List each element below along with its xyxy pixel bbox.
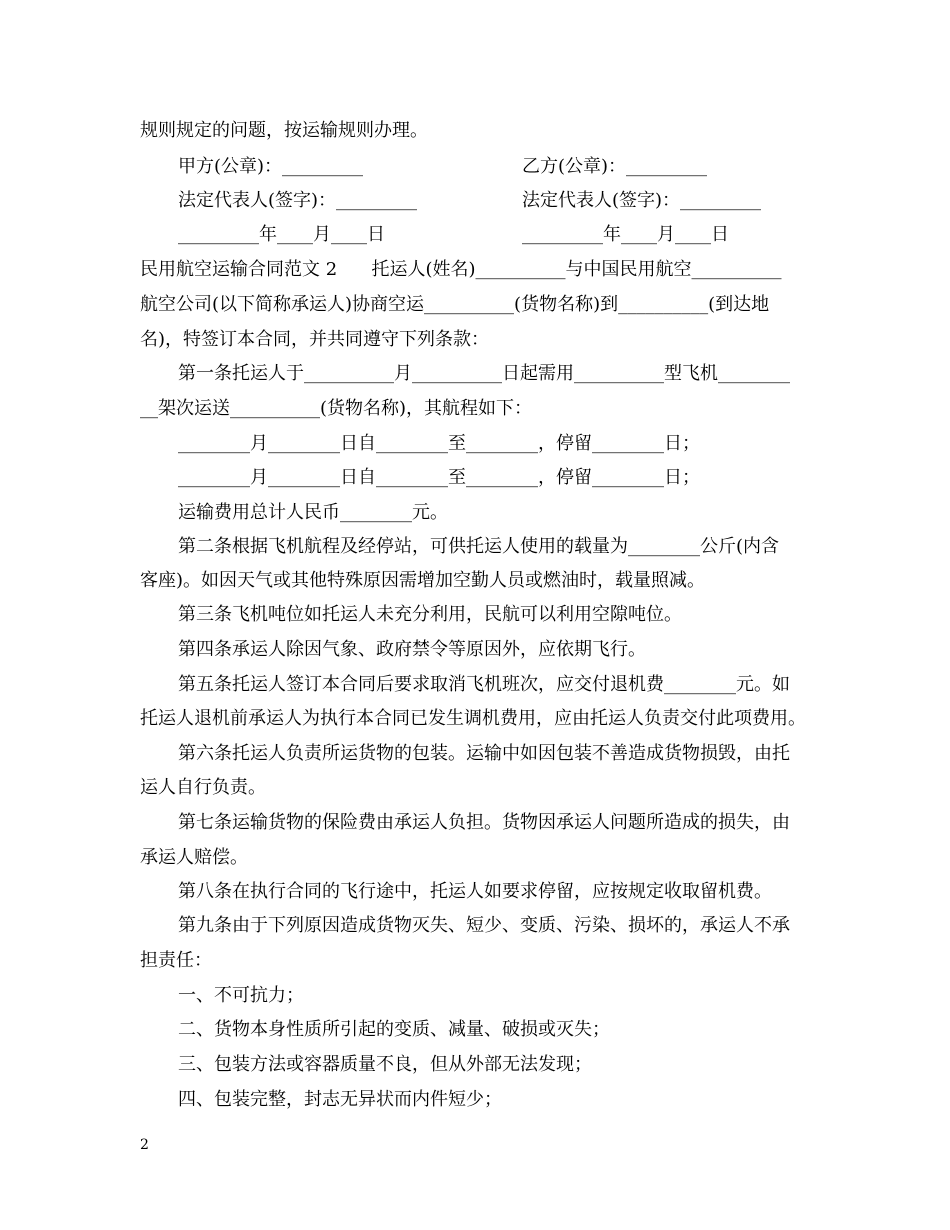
clause-5: 第五条托运人签订本合同后要求取消飞机班次，应交付退机费________元。如 xyxy=(178,674,790,695)
clause-7: 第七条运输货物的保险费由承运人负担。货物因承运人问题所造成的损失，由 xyxy=(178,812,790,833)
route-line: ________月________日自________至________，停留________日； xyxy=(178,433,700,454)
text-line: 运人自行负责。 xyxy=(140,777,266,798)
freight-total: 运输费用总计人民币________元。 xyxy=(178,502,448,523)
list-item: 二、货物本身性质所引起的变质、减量、破损或灭失； xyxy=(178,1019,610,1040)
text-line: 规则规定的问题，按运输规则办理。 xyxy=(140,120,428,141)
clause-2: 第二条根据飞机航程及经停站，可供托运人使用的载量为________公斤(内含 xyxy=(178,536,780,557)
text-line: 名)，特签订本合同，并共同遵守下列条款： xyxy=(140,329,490,350)
clause-3: 第三条飞机吨位如托运人未充分利用，民航可以利用空隙吨位。 xyxy=(178,604,682,625)
clause-4: 第四条承运人除因气象、政府禁令等原因外，应依期飞行。 xyxy=(178,639,646,660)
text-line: 客座)。如因天气或其他特殊原因需增加空勤人员或燃油时，载量照减。 xyxy=(140,570,706,591)
list-item: 四、包装完整，封志无异状而内件短少； xyxy=(178,1089,502,1110)
clause-1: 第一条托运人于__________月__________日起需用__________型飞机________ xyxy=(178,363,790,384)
text-line: 担责任： xyxy=(140,950,212,971)
list-item: 三、包装方法或容器质量不良，但从外部无法发现； xyxy=(178,1054,592,1075)
clause-9: 第九条由于下列原因造成货物灭失、短少、变质、污染、损坏的，承运人不承 xyxy=(178,915,790,936)
text-line: 托运人退机前承运人为执行本合同已发生调机费用，应由托运人负责交付此项费用。 xyxy=(140,708,806,729)
route-line: ________月________日自________至________，停留________日； xyxy=(178,467,700,488)
clause-6: 第六条托运人负责所运货物的包装。运输中如因包装不善造成货物损毁，由托 xyxy=(178,743,790,764)
text-line: __架次运送__________(货物名称)，其航程如下： xyxy=(140,398,533,419)
page-number: 2 xyxy=(140,1137,149,1153)
party-a-seal: 甲方(公章)：_________ xyxy=(178,156,364,177)
text-line: 民用航空运输合同范文 2 托运人(姓名)__________与中国民用航空__________ xyxy=(140,259,782,280)
party-b-seal: 乙方(公章)：_________ xyxy=(522,156,708,177)
party-a-date: _________年____月____日 xyxy=(178,224,385,245)
party-a-representative: 法定代表人(签字)：_________ xyxy=(178,190,418,211)
clause-8: 第八条在执行合同的飞行途中，托运人如要求停留，应按规定收取留机费。 xyxy=(178,881,772,902)
party-b-date: _________年____月____日 xyxy=(522,224,729,245)
list-item: 一、不可抗力； xyxy=(178,985,304,1006)
text-line: 承运人赔偿。 xyxy=(140,847,248,868)
party-b-representative: 法定代表人(签字)：_________ xyxy=(522,190,762,211)
text-line: 航空公司(以下简称承运人)协商空运__________(货物名称)到__________(到达地 xyxy=(140,294,770,315)
